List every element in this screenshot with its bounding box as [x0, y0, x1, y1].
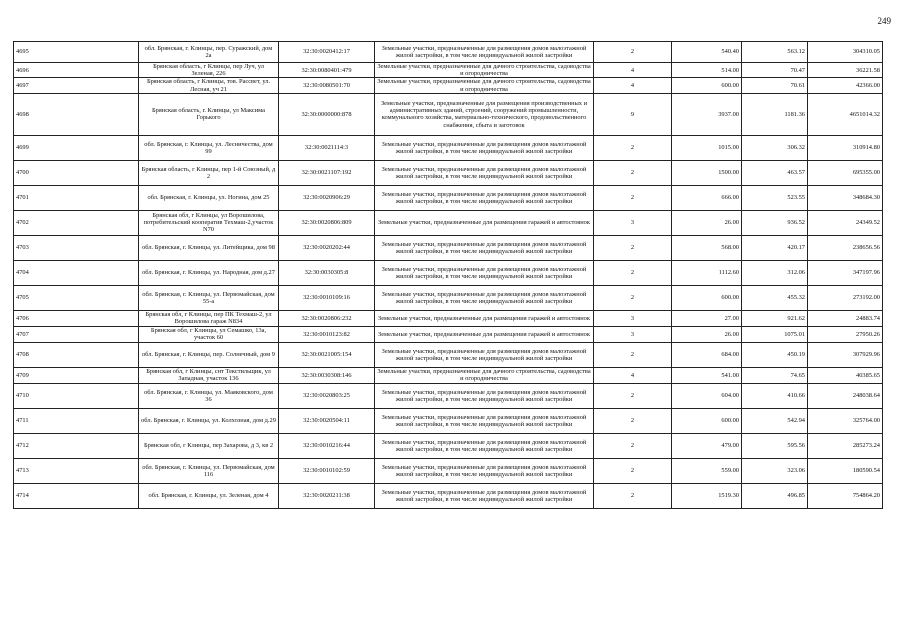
cadastral-number-cell: 32:30:0020412:17: [279, 42, 375, 63]
address-cell: Брянская область, г. Клинцы, ул Максима Горького: [139, 93, 279, 135]
permitted-use-cell: Земельные участки, предназначенные для дачного строительства, садоводства и огородничества: [375, 63, 594, 78]
cadastral-number-cell: 32:30:0021107:192: [279, 160, 375, 185]
category-cell: 2: [594, 235, 672, 260]
cadastral-value-cell: 180590.54: [808, 458, 883, 483]
area-cell: 600.00: [672, 285, 742, 310]
cadastral-value-cell: 248038.64: [808, 383, 883, 408]
address-cell: обл. Брянская, г. Клинцы, ул. Зеленая, дом 4: [139, 483, 279, 508]
category-cell: 4: [594, 78, 672, 93]
table-row: [14, 433, 883, 458]
cadastral-number-cell: 32:30:0020504:11: [279, 408, 375, 433]
permitted-use-cell: Земельные участки, предназначенные для размещения гаражей и автостоянок: [375, 326, 594, 342]
category-cell: 2: [594, 185, 672, 210]
cadastral-number-cell: 32:30:0020906:29: [279, 185, 375, 210]
permitted-use-cell: Земельные участки, предназначенные для размещения домов малоэтажной жилой застройки, в том числе индивидуальной жилой застройки: [375, 235, 594, 260]
specific-value-cell: 410.66: [742, 383, 808, 408]
table-row: [14, 408, 883, 433]
cadastral-number-cell: 32:30:0020806:232: [279, 310, 375, 326]
specific-value-cell: 1075.01: [742, 326, 808, 342]
category-cell: 3: [594, 210, 672, 235]
address-cell: Брянская обл, г Клинцы, пер ПК Техмаш-2, ул Ворошилова гараж N834: [139, 310, 279, 326]
area-cell: 604.00: [672, 383, 742, 408]
specific-value-cell: 563.12: [742, 42, 808, 63]
address-cell: обл. Брянская, г. Клинцы, ул. Маяковского, дом 36: [139, 383, 279, 408]
table-body: [14, 42, 883, 509]
cadastral-value-cell: 348684.30: [808, 185, 883, 210]
table-row: [14, 458, 883, 483]
row-number-cell: 4699: [14, 135, 139, 160]
specific-value-cell: 450.19: [742, 342, 808, 367]
row-number-cell: 4712: [14, 433, 139, 458]
specific-value-cell: 323.06: [742, 458, 808, 483]
row-number-cell: 4702: [14, 210, 139, 235]
cadastral-number-cell: 32:30:0000000:878: [279, 93, 375, 135]
cadastral-value-cell: 238656.56: [808, 235, 883, 260]
cadastral-value-cell: 695355.00: [808, 160, 883, 185]
category-cell: 2: [594, 160, 672, 185]
cadastral-number-cell: 32:30:0021005:154: [279, 342, 375, 367]
specific-value-cell: 74.65: [742, 367, 808, 383]
address-cell: Брянская область, г Клинцы, пер Луч, ул Зеленая, 226: [139, 63, 279, 78]
specific-value-cell: 936.52: [742, 210, 808, 235]
permitted-use-cell: Земельные участки, предназначенные для размещения домов малоэтажной жилой застройки, в том числе индивидуальной жилой застройки: [375, 42, 594, 63]
table-row: [14, 383, 883, 408]
table-row: [14, 63, 883, 78]
area-cell: 26.00: [672, 326, 742, 342]
cadastral-value-cell: 310914.80: [808, 135, 883, 160]
cadastral-number-cell: 32:30:0021114:3: [279, 135, 375, 160]
address-cell: обл. Брянская, г. Клинцы, ул. Первомайская, дом 55-а: [139, 285, 279, 310]
cadastral-value-cell: 42366.00: [808, 78, 883, 93]
category-cell: 2: [594, 408, 672, 433]
row-number-cell: 4698: [14, 93, 139, 135]
permitted-use-cell: Земельные участки, предназначенные для размещения домов малоэтажной жилой застройки, в том числе индивидуальной жилой застройки: [375, 408, 594, 433]
row-number-cell: 4703: [14, 235, 139, 260]
table-row: [14, 210, 883, 235]
specific-value-cell: 455.32: [742, 285, 808, 310]
row-number-cell: 4700: [14, 160, 139, 185]
cadastral-value-cell: 307929.96: [808, 342, 883, 367]
category-cell: 9: [594, 93, 672, 135]
table-row: [14, 326, 883, 342]
address-cell: обл. Брянская, г. Клинцы, пер. Суражский, дом 2а: [139, 42, 279, 63]
table-row: [14, 310, 883, 326]
specific-value-cell: 420.17: [742, 235, 808, 260]
cadastral-value-cell: 24883.74: [808, 310, 883, 326]
table-row: [14, 235, 883, 260]
cadastral-value-cell: 24349.52: [808, 210, 883, 235]
row-number-cell: 4705: [14, 285, 139, 310]
area-cell: 540.40: [672, 42, 742, 63]
specific-value-cell: 306.32: [742, 135, 808, 160]
permitted-use-cell: Земельные участки, предназначенные для размещения домов малоэтажной жилой застройки, в том числе индивидуальной жилой застройки: [375, 285, 594, 310]
permitted-use-cell: Земельные участки, предназначенные для размещения производственных и административных зданий, строений, сооружений промышленности, коммунального хозяйства, материально-технического, продовольственного снабжения, сбыта и заготовок: [375, 93, 594, 135]
cadastral-number-cell: 32:30:0020806:809: [279, 210, 375, 235]
category-cell: 2: [594, 458, 672, 483]
table-row: [14, 135, 883, 160]
cadastral-value-cell: 304310.05: [808, 42, 883, 63]
area-cell: 1015.00: [672, 135, 742, 160]
category-cell: 2: [594, 342, 672, 367]
permitted-use-cell: Земельные участки, предназначенные для размещения домов малоэтажной жилой застройки, в том числе индивидуальной жилой застройки: [375, 483, 594, 508]
area-cell: 1500.00: [672, 160, 742, 185]
permitted-use-cell: Земельные участки, предназначенные для размещения домов малоэтажной жилой застройки, в том числе индивидуальной жилой застройки: [375, 342, 594, 367]
area-cell: 568.00: [672, 235, 742, 260]
cadastral-value-cell: 273192.00: [808, 285, 883, 310]
cadastral-value-cell: 285273.24: [808, 433, 883, 458]
area-cell: 684.00: [672, 342, 742, 367]
address-cell: обл. Брянская, г. Клинцы, ул. Лесничества, дом 99: [139, 135, 279, 160]
row-number-cell: 4708: [14, 342, 139, 367]
address-cell: обл. Брянская, г. Клинцы, пер. Солнечный, дом 9: [139, 342, 279, 367]
area-cell: 1519.30: [672, 483, 742, 508]
category-cell: 4: [594, 63, 672, 78]
cadastral-value-cell: 36221.58: [808, 63, 883, 78]
page-number: 249: [877, 16, 891, 26]
area-cell: 3937.00: [672, 93, 742, 135]
table-row: [14, 93, 883, 135]
row-number-cell: 4695: [14, 42, 139, 63]
address-cell: Брянская обл, г Клинцы, ул Семашко, 13а, участок 60: [139, 326, 279, 342]
cadastral-number-cell: 32:30:0080401:479: [279, 63, 375, 78]
specific-value-cell: 70.47: [742, 63, 808, 78]
row-number-cell: 4714: [14, 483, 139, 508]
specific-value-cell: 921.62: [742, 310, 808, 326]
address-cell: Брянская область, г Клинцы, пер 1-й Союзный, д 2: [139, 160, 279, 185]
cadastral-value-cell: 4651014.32: [808, 93, 883, 135]
cadastral-number-cell: 32:30:0080501:70: [279, 78, 375, 93]
permitted-use-cell: Земельные участки, предназначенные для дачного строительства, садоводства и огородничества: [375, 78, 594, 93]
cadastral-number-cell: 32:30:0010216:44: [279, 433, 375, 458]
row-number-cell: 4713: [14, 458, 139, 483]
address-cell: обл. Брянская, г. Клинцы, ул. Литейщика, дом 98: [139, 235, 279, 260]
row-number-cell: 4701: [14, 185, 139, 210]
address-cell: обл. Брянская, г. Клинцы, ул. Ногина, дом 25: [139, 185, 279, 210]
category-cell: 2: [594, 383, 672, 408]
permitted-use-cell: Земельные участки, предназначенные для размещения домов малоэтажной жилой застройки, в том числе индивидуальной жилой застройки: [375, 185, 594, 210]
specific-value-cell: 496.85: [742, 483, 808, 508]
address-cell: Брянская обл, г Клинцы, пер Захарова, д 3, кв 2: [139, 433, 279, 458]
cadastral-value-cell: 325764.00: [808, 408, 883, 433]
table-row: [14, 78, 883, 93]
cadastral-number-cell: 32:30:0020211:38: [279, 483, 375, 508]
table-row: [14, 185, 883, 210]
area-cell: 559.00: [672, 458, 742, 483]
cadastral-value-cell: 347197.96: [808, 260, 883, 285]
permitted-use-cell: Земельные участки, предназначенные для размещения домов малоэтажной жилой застройки, в том числе индивидуальной жилой застройки: [375, 383, 594, 408]
table-row: [14, 483, 883, 508]
land-registry-table: [13, 41, 883, 509]
row-number-cell: 4704: [14, 260, 139, 285]
table-row: [14, 42, 883, 63]
category-cell: 2: [594, 433, 672, 458]
category-cell: 4: [594, 367, 672, 383]
category-cell: 3: [594, 310, 672, 326]
area-cell: 541.00: [672, 367, 742, 383]
permitted-use-cell: Земельные участки, предназначенные для размещения домов малоэтажной жилой застройки, в том числе индивидуальной жилой застройки: [375, 260, 594, 285]
area-cell: 600.00: [672, 408, 742, 433]
area-cell: 600.00: [672, 78, 742, 93]
cadastral-number-cell: 32:30:0030308:146: [279, 367, 375, 383]
permitted-use-cell: Земельные участки, предназначенные для размещения гаражей и автостоянок: [375, 210, 594, 235]
row-number-cell: 4697: [14, 78, 139, 93]
area-cell: 26.00: [672, 210, 742, 235]
category-cell: 2: [594, 483, 672, 508]
specific-value-cell: 463.57: [742, 160, 808, 185]
permitted-use-cell: Земельные участки, предназначенные для размещения домов малоэтажной жилой застройки, в том числе индивидуальной жилой застройки: [375, 160, 594, 185]
cadastral-number-cell: 32:30:0010102:59: [279, 458, 375, 483]
category-cell: 2: [594, 42, 672, 63]
row-number-cell: 4711: [14, 408, 139, 433]
area-cell: 666.00: [672, 185, 742, 210]
table-row: [14, 285, 883, 310]
row-number-cell: 4710: [14, 383, 139, 408]
row-number-cell: 4696: [14, 63, 139, 78]
cadastral-number-cell: 32:30:0020202:44: [279, 235, 375, 260]
specific-value-cell: 1181.36: [742, 93, 808, 135]
address-cell: обл. Брянская, г. Клинцы, ул. Народная, дом д.27: [139, 260, 279, 285]
area-cell: 27.00: [672, 310, 742, 326]
permitted-use-cell: Земельные участки, предназначенные для размещения гаражей и автостоянок: [375, 310, 594, 326]
table-row: [14, 367, 883, 383]
row-number-cell: 4707: [14, 326, 139, 342]
cadastral-number-cell: 32:30:0010109:16: [279, 285, 375, 310]
permitted-use-cell: Земельные участки, предназначенные для размещения домов малоэтажной жилой застройки, в том числе индивидуальной жилой застройки: [375, 135, 594, 160]
address-cell: обл. Брянская, г. Клинцы, ул. Колхозная, дом д.29: [139, 408, 279, 433]
permitted-use-cell: Земельные участки, предназначенные для размещения домов малоэтажной жилой застройки, в том числе индивидуальной жилой застройки: [375, 458, 594, 483]
address-cell: Брянская обл, г Клинцы, ул Ворошилова, потребительский кооператив Техмаш-2,участок N70: [139, 210, 279, 235]
category-cell: 3: [594, 326, 672, 342]
permitted-use-cell: Земельные участки, предназначенные для дачного строительства, садоводства и огородничества: [375, 367, 594, 383]
specific-value-cell: 595.56: [742, 433, 808, 458]
cadastral-value-cell: 754864.20: [808, 483, 883, 508]
cadastral-number-cell: 32:30:0030305:8: [279, 260, 375, 285]
area-cell: 1112.60: [672, 260, 742, 285]
category-cell: 2: [594, 260, 672, 285]
area-cell: 479.00: [672, 433, 742, 458]
area-cell: 514.00: [672, 63, 742, 78]
row-number-cell: 4709: [14, 367, 139, 383]
specific-value-cell: 523.55: [742, 185, 808, 210]
specific-value-cell: 542.94: [742, 408, 808, 433]
specific-value-cell: 312.06: [742, 260, 808, 285]
category-cell: 2: [594, 135, 672, 160]
cadastral-value-cell: 40385.65: [808, 367, 883, 383]
cadastral-number-cell: 32:30:0010123:82: [279, 326, 375, 342]
permitted-use-cell: Земельные участки, предназначенные для размещения домов малоэтажной жилой застройки, в том числе индивидуальной жилой застройки: [375, 433, 594, 458]
specific-value-cell: 70.61: [742, 78, 808, 93]
address-cell: обл. Брянская, г. Клинцы, ул. Первомайская, дом 116: [139, 458, 279, 483]
cadastral-number-cell: 32:30:0020803:25: [279, 383, 375, 408]
table-row: [14, 260, 883, 285]
category-cell: 2: [594, 285, 672, 310]
table-row: [14, 342, 883, 367]
address-cell: Брянская обл, г Клинцы, снт Текстильщик, ул Западная, участок 136: [139, 367, 279, 383]
address-cell: Брянская область, г Клинцы, тов. Рассвет, ул. Лесная, уч 21: [139, 78, 279, 93]
row-number-cell: 4706: [14, 310, 139, 326]
cadastral-value-cell: 27950.26: [808, 326, 883, 342]
table-row: [14, 160, 883, 185]
